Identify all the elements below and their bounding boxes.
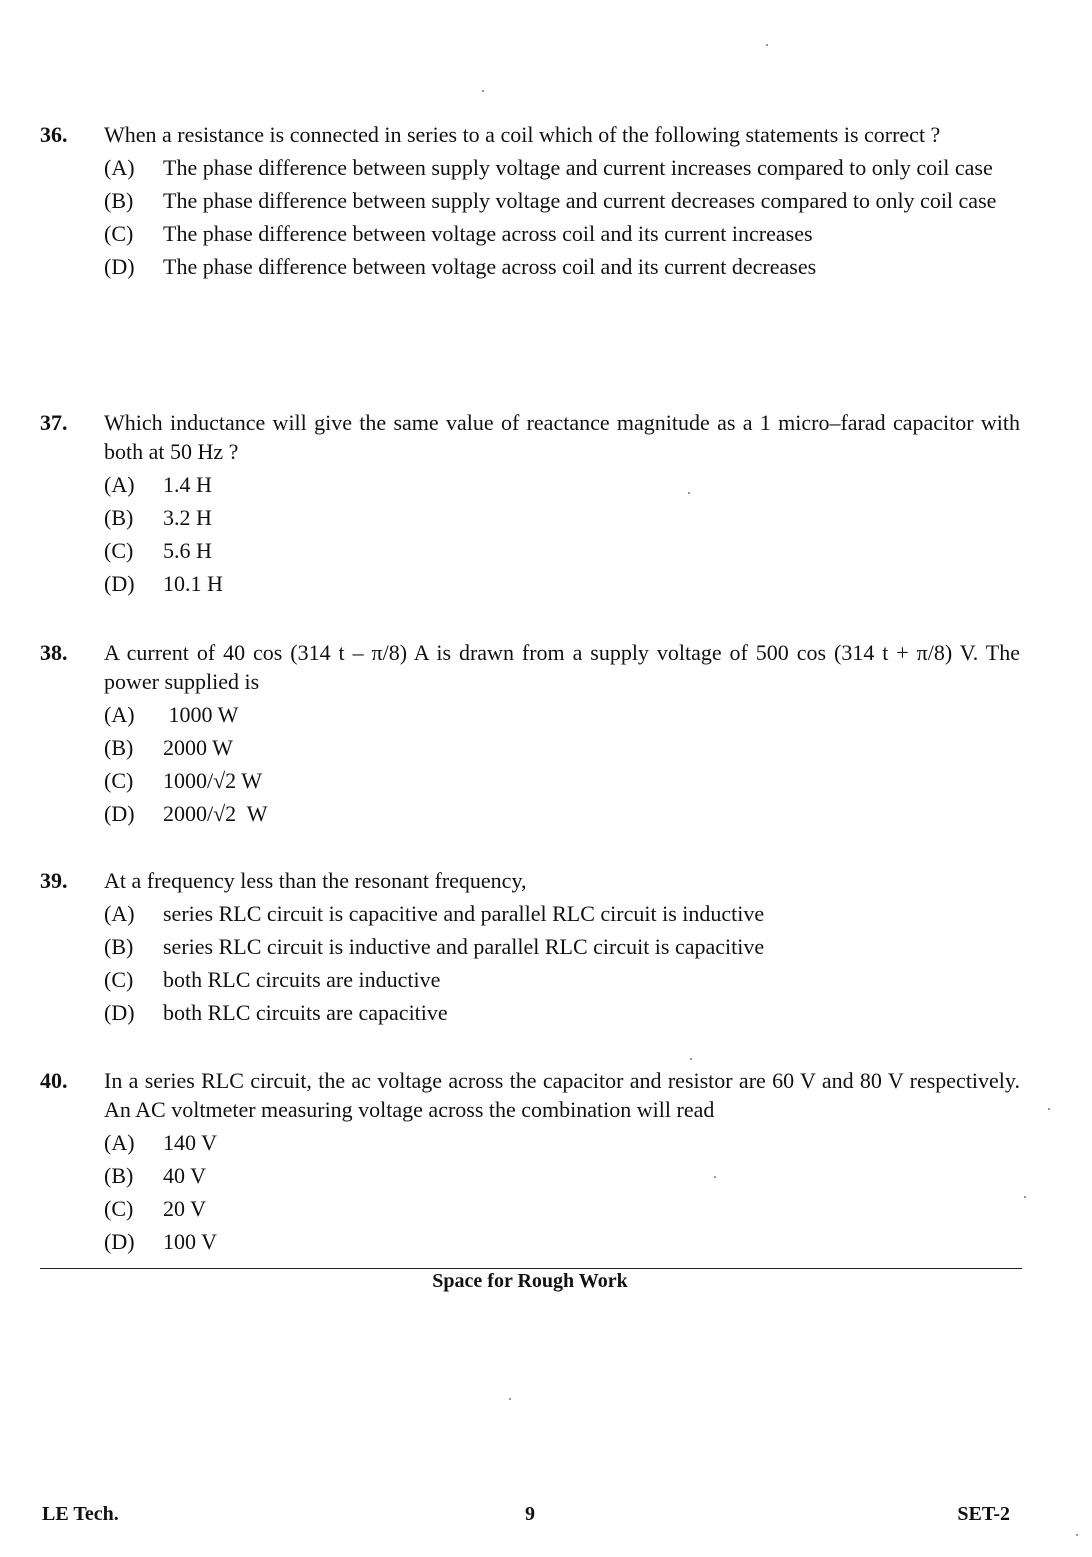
option-text: 100 V <box>163 1229 217 1254</box>
option-a <box>104 700 1020 729</box>
question-number: 40. <box>40 1068 68 1093</box>
option-label: (B) <box>104 735 134 760</box>
option-label: (A) <box>104 702 135 727</box>
option-text: The phase difference between supply voltage and current decreases compared to only coil case <box>163 188 997 213</box>
option-text: series RLC circuit is inductive and parallel RLC circuit is capacitive <box>163 934 765 959</box>
option-label: (D) <box>104 1000 135 1025</box>
question-number: 36. <box>40 122 68 147</box>
question-37 <box>40 408 1020 602</box>
scan-speck <box>1048 1108 1050 1110</box>
option-list <box>104 1128 1020 1256</box>
rough-work-heading: Space for Rough Work <box>432 1270 628 1292</box>
option-label: (C) <box>104 221 134 246</box>
option-d <box>104 998 1020 1027</box>
question-number: 38. <box>40 640 68 665</box>
option-label: (A) <box>104 472 135 497</box>
option-list <box>104 899 1020 1027</box>
option-list <box>104 153 1020 281</box>
question-number: 39. <box>40 868 68 893</box>
option-list <box>104 470 1020 598</box>
option-a <box>104 899 1020 928</box>
scan-speck <box>482 90 484 92</box>
option-text: The phase difference between voltage across coil and its current increases <box>163 221 813 246</box>
question-text: Which inductance will give the same value of reactance magnitude as a 1 micro–farad capacitor with both at 50 Hz ? <box>104 410 1020 464</box>
scan-speck <box>1024 1196 1026 1198</box>
option-c <box>104 219 1020 248</box>
scan-speck <box>714 1176 716 1178</box>
option-c <box>104 536 1020 565</box>
option-label: (C) <box>104 1196 134 1221</box>
option-label: (A) <box>104 1130 135 1155</box>
option-text: 3.2 H <box>163 505 212 530</box>
rough-work-divider <box>40 1268 1022 1269</box>
option-text: series RLC circuit is capacitive and parallel RLC circuit is inductive <box>163 901 765 926</box>
option-text: 2000 W <box>163 735 233 760</box>
footer-page-number: 9 <box>525 1503 535 1525</box>
option-c <box>104 965 1020 994</box>
question-text: In a series RLC circuit, the ac voltage across the capacitor and resistor are 60 V and 80 V respectively. An AC voltmeter measuring voltage across the combination will read <box>104 1068 1020 1122</box>
scan-speck <box>688 492 690 494</box>
option-label: (D) <box>104 801 135 826</box>
option-text: 40 V <box>163 1163 206 1188</box>
option-text: both RLC circuits are capacitive <box>163 1000 448 1025</box>
option-d <box>104 569 1020 598</box>
option-label: (D) <box>104 1229 135 1254</box>
option-text: 1.4 H <box>163 472 212 497</box>
option-label: (C) <box>104 768 134 793</box>
question-36 <box>40 120 1020 285</box>
option-label: (B) <box>104 934 134 959</box>
option-text: 10.1 H <box>163 571 223 596</box>
option-b <box>104 186 1020 215</box>
option-label: (C) <box>104 538 134 563</box>
option-c <box>104 1194 1020 1223</box>
option-label: (D) <box>104 254 135 279</box>
option-d <box>104 252 1020 281</box>
option-list <box>104 700 1020 828</box>
option-label: (B) <box>104 505 134 530</box>
question-text: When a resistance is connected in series to a coil which of the following statements is correct ? <box>104 122 941 147</box>
option-label: (A) <box>104 155 135 180</box>
option-d <box>104 799 1020 828</box>
scan-speck <box>766 44 768 46</box>
option-a <box>104 470 1020 499</box>
option-label: (C) <box>104 967 134 992</box>
option-b <box>104 733 1020 762</box>
scan-speck <box>509 1398 511 1400</box>
option-a <box>104 153 1020 182</box>
option-d <box>104 1227 1020 1256</box>
scan-speck <box>690 1058 692 1060</box>
option-b <box>104 932 1020 961</box>
option-b <box>104 503 1020 532</box>
option-text: 140 V <box>163 1130 217 1155</box>
option-label: (B) <box>104 188 134 213</box>
question-40 <box>40 1066 1020 1260</box>
question-text: A current of 40 cos (314 t – π/8) A is drawn from a supply voltage of 500 cos (314 t + π/8) V. The power supplied is <box>104 640 1020 694</box>
option-text: 2000/√2 W <box>163 801 268 826</box>
question-text: At a frequency less than the resonant frequency, <box>104 868 527 893</box>
option-text: 1000 W <box>163 702 239 727</box>
scan-speck <box>1076 1534 1078 1536</box>
footer-course-label: LE Tech. <box>42 1503 119 1525</box>
option-text: 1000/√2 W <box>163 768 263 793</box>
option-label: (B) <box>104 1163 134 1188</box>
option-text: The phase difference between supply voltage and current increases compared to only coil case <box>163 155 993 180</box>
option-text: both RLC circuits are inductive <box>163 967 441 992</box>
option-c <box>104 766 1020 795</box>
option-label: (A) <box>104 901 135 926</box>
option-text: 5.6 H <box>163 538 212 563</box>
option-label: (D) <box>104 571 135 596</box>
question-39 <box>40 866 1020 1031</box>
option-text: The phase difference between voltage across coil and its current decreases <box>163 254 817 279</box>
option-text: 20 V <box>163 1196 206 1221</box>
question-number: 37. <box>40 410 68 435</box>
option-a <box>104 1128 1020 1157</box>
option-b <box>104 1161 1020 1190</box>
footer-set-label: SET-2 <box>957 1503 1010 1525</box>
question-38 <box>40 638 1020 832</box>
